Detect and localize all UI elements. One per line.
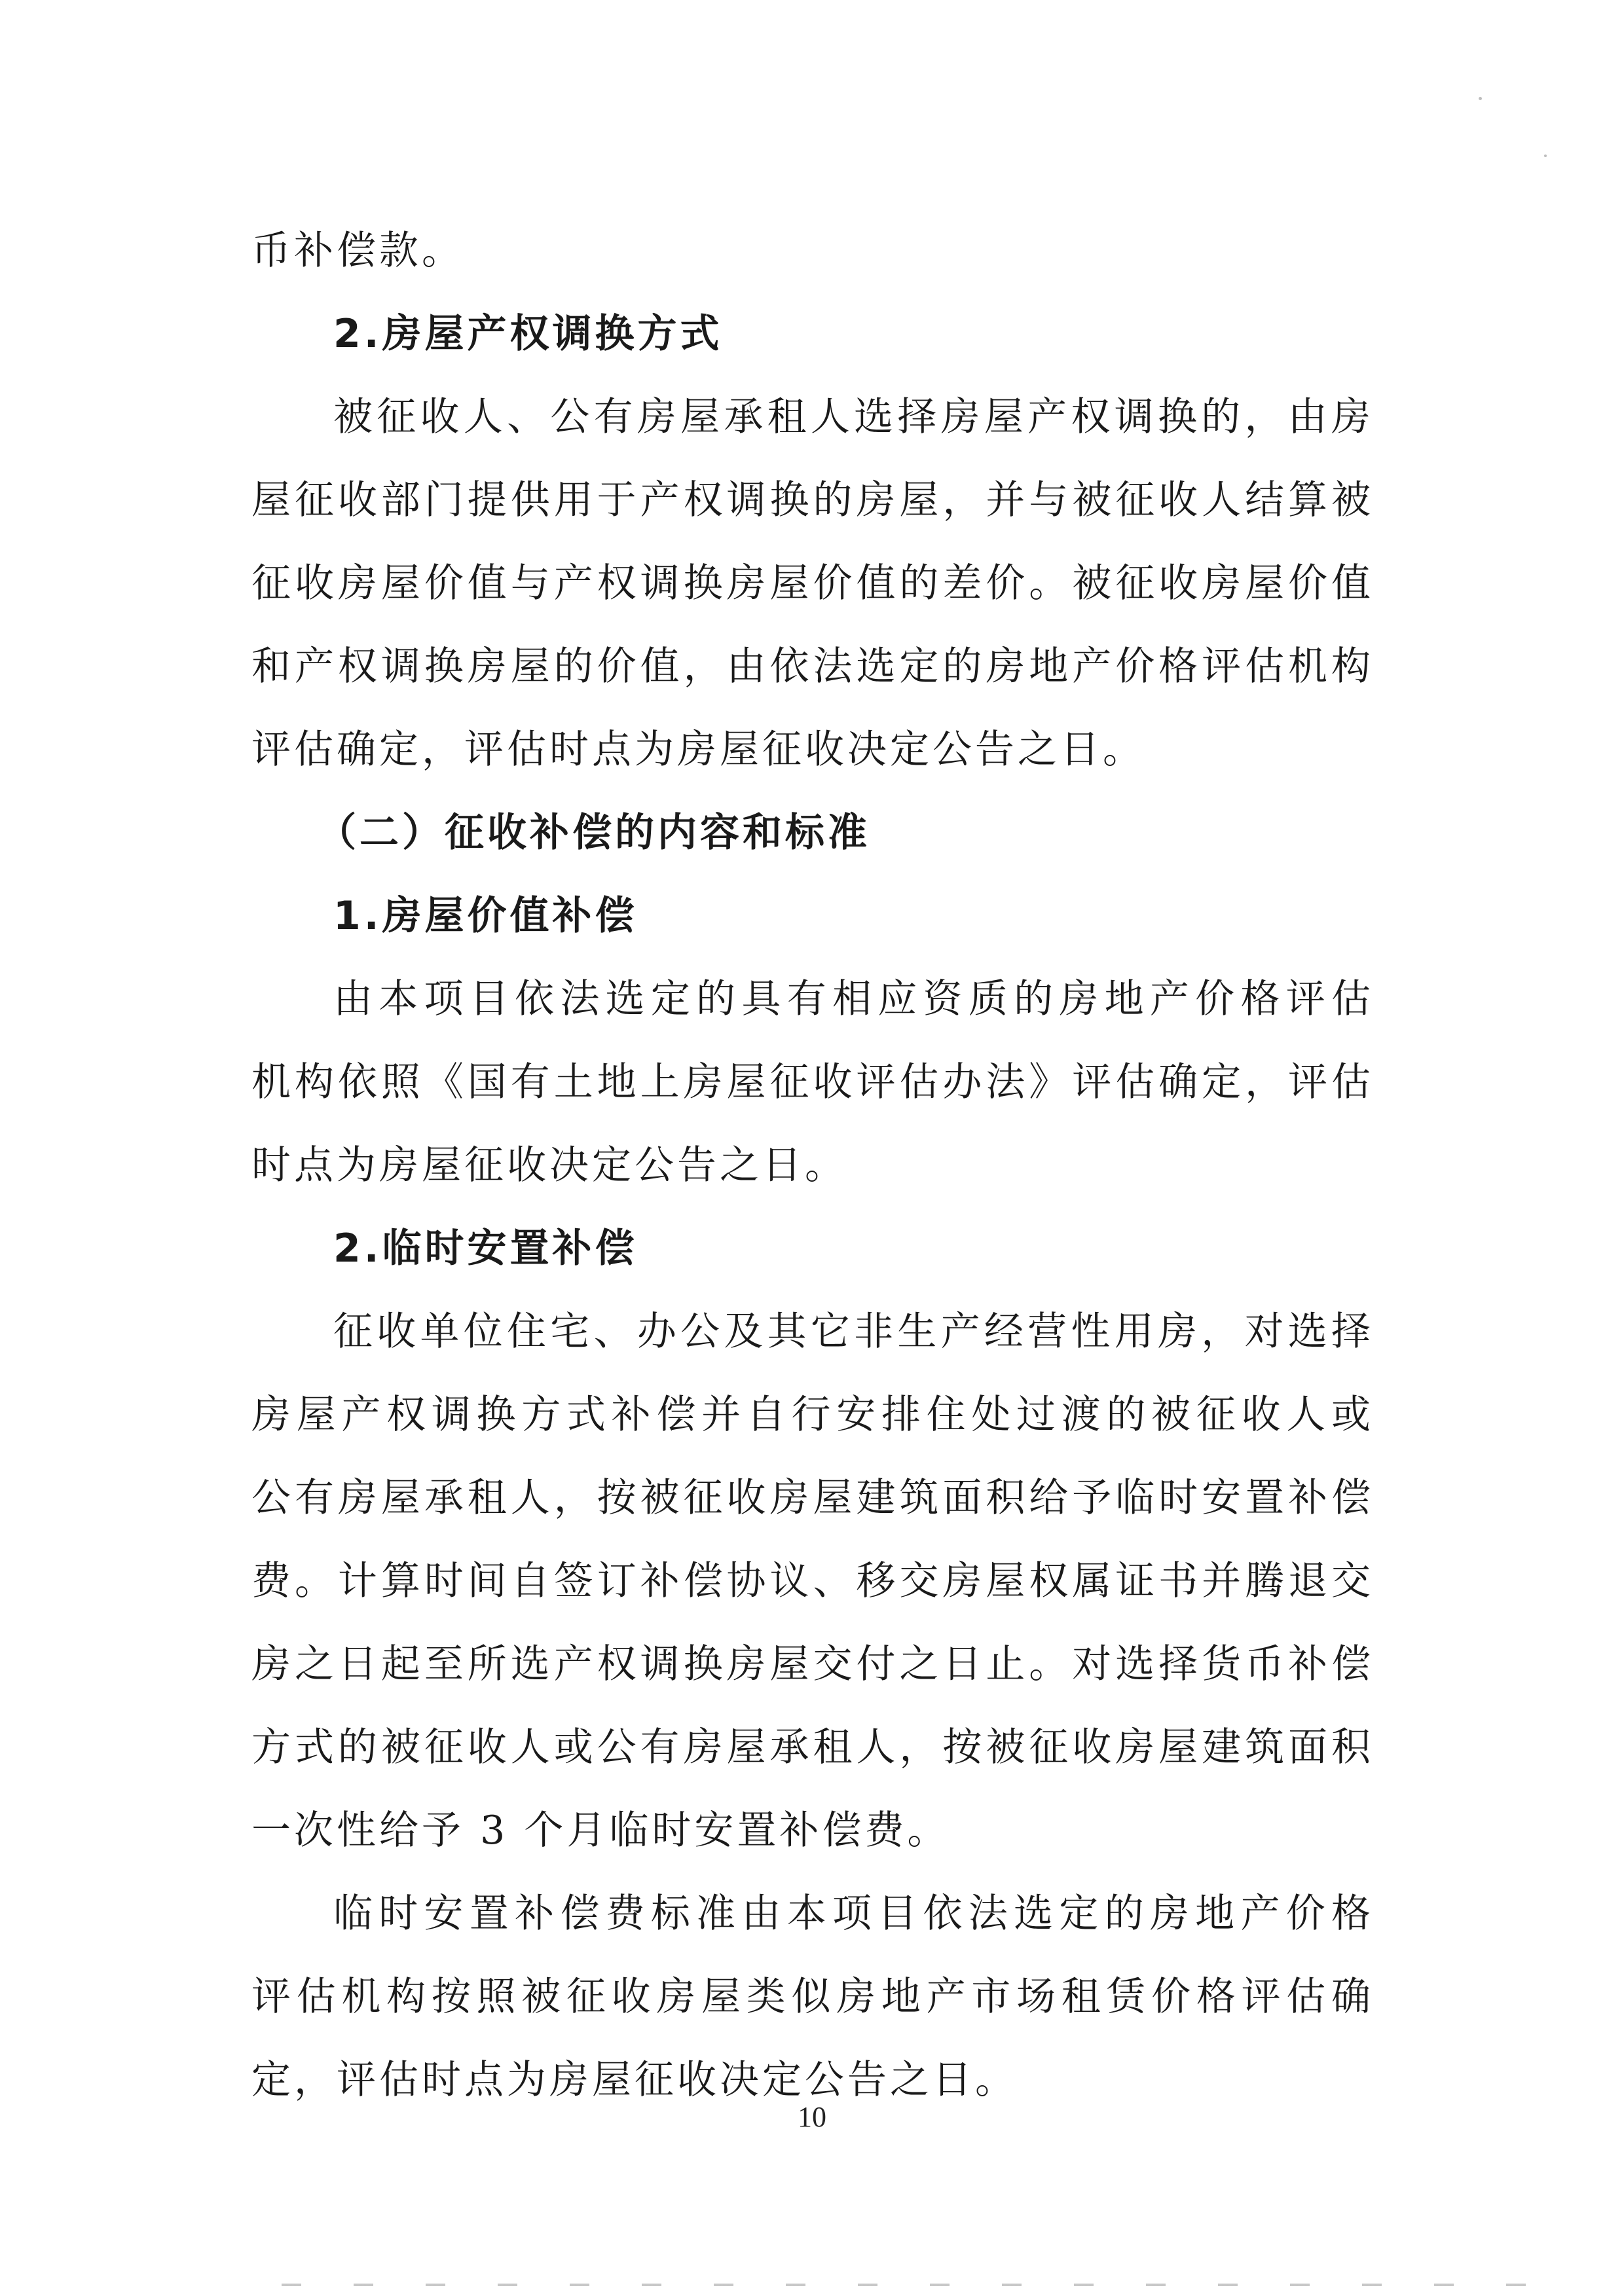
paragraph-line: 屋征收部门提供用于产权调换的房屋，并与被征收人结算被 <box>251 477 1374 523</box>
paragraph-line: 费。计算时间自签订补偿协议、移交房屋权属证书并腾退交 <box>251 1558 1374 1604</box>
section-heading: 2.房屋产权调换方式 <box>333 311 723 357</box>
paragraph-line: 评估机构按照被征收房屋类似房地产市场租赁价格评估确 <box>251 1974 1374 2020</box>
scan-speck <box>1479 97 1482 100</box>
paragraph-line: 和产权调换房屋的价值，由依法选定的房地产价格评估机构 <box>251 644 1374 689</box>
section-heading: 2.临时安置补偿 <box>333 1226 638 1271</box>
scan-speck <box>1544 155 1547 157</box>
paragraph-line: 一次性给予 3 个月临时安置补偿费。 <box>251 1808 950 1853</box>
paragraph-line: 评估确定，评估时点为房屋征收决定公告之日。 <box>251 727 1145 773</box>
paragraph-line: 时点为房屋征收决定公告之日。 <box>251 1142 847 1188</box>
section-heading: 1.房屋价值补偿 <box>333 893 638 939</box>
paragraph-line: 定，评估时点为房屋征收决定公告之日。 <box>251 2057 1018 2103</box>
section-heading: （二）征收补偿的内容和标准 <box>317 810 870 856</box>
paragraph-line: 被征收人、公有房屋承租人选择房屋产权调换的，由房 <box>333 394 1374 440</box>
paragraph-line: 由本项目依法选定的具有相应资质的房地产价格评估 <box>333 976 1374 1022</box>
paragraph-line: 临时安置补偿费标准由本项目依法选定的房地产价格 <box>333 1891 1374 1937</box>
paragraph-line: 房之日起至所选产权调换房屋交付之日止。对选择货币补偿 <box>251 1641 1374 1687</box>
paragraph-line: 机构依照《国有土地上房屋征收评估办法》评估确定，评估 <box>251 1059 1374 1105</box>
paragraph-line: 币补偿款。 <box>251 228 464 274</box>
scan-edge-noise <box>282 2284 1526 2286</box>
paragraph-line: 方式的被征收人或公有房屋承租人，按被征收房屋建筑面积 <box>251 1724 1374 1770</box>
document-body <box>251 210 1374 2122</box>
paragraph-line: 房屋产权调换方式补偿并自行安排住处过渡的被征收人或 <box>251 1392 1374 1438</box>
page-number: 10 <box>798 2101 826 2133</box>
paragraph-line: 征收房屋价值与产权调换房屋价值的差价。被征收房屋价值 <box>251 560 1374 606</box>
paragraph-line: 征收单位住宅、办公及其它非生产经营性用房，对选择 <box>333 1309 1374 1355</box>
paragraph-line: 公有房屋承租人，按被征收房屋建筑面积给予临时安置补偿 <box>251 1475 1374 1521</box>
